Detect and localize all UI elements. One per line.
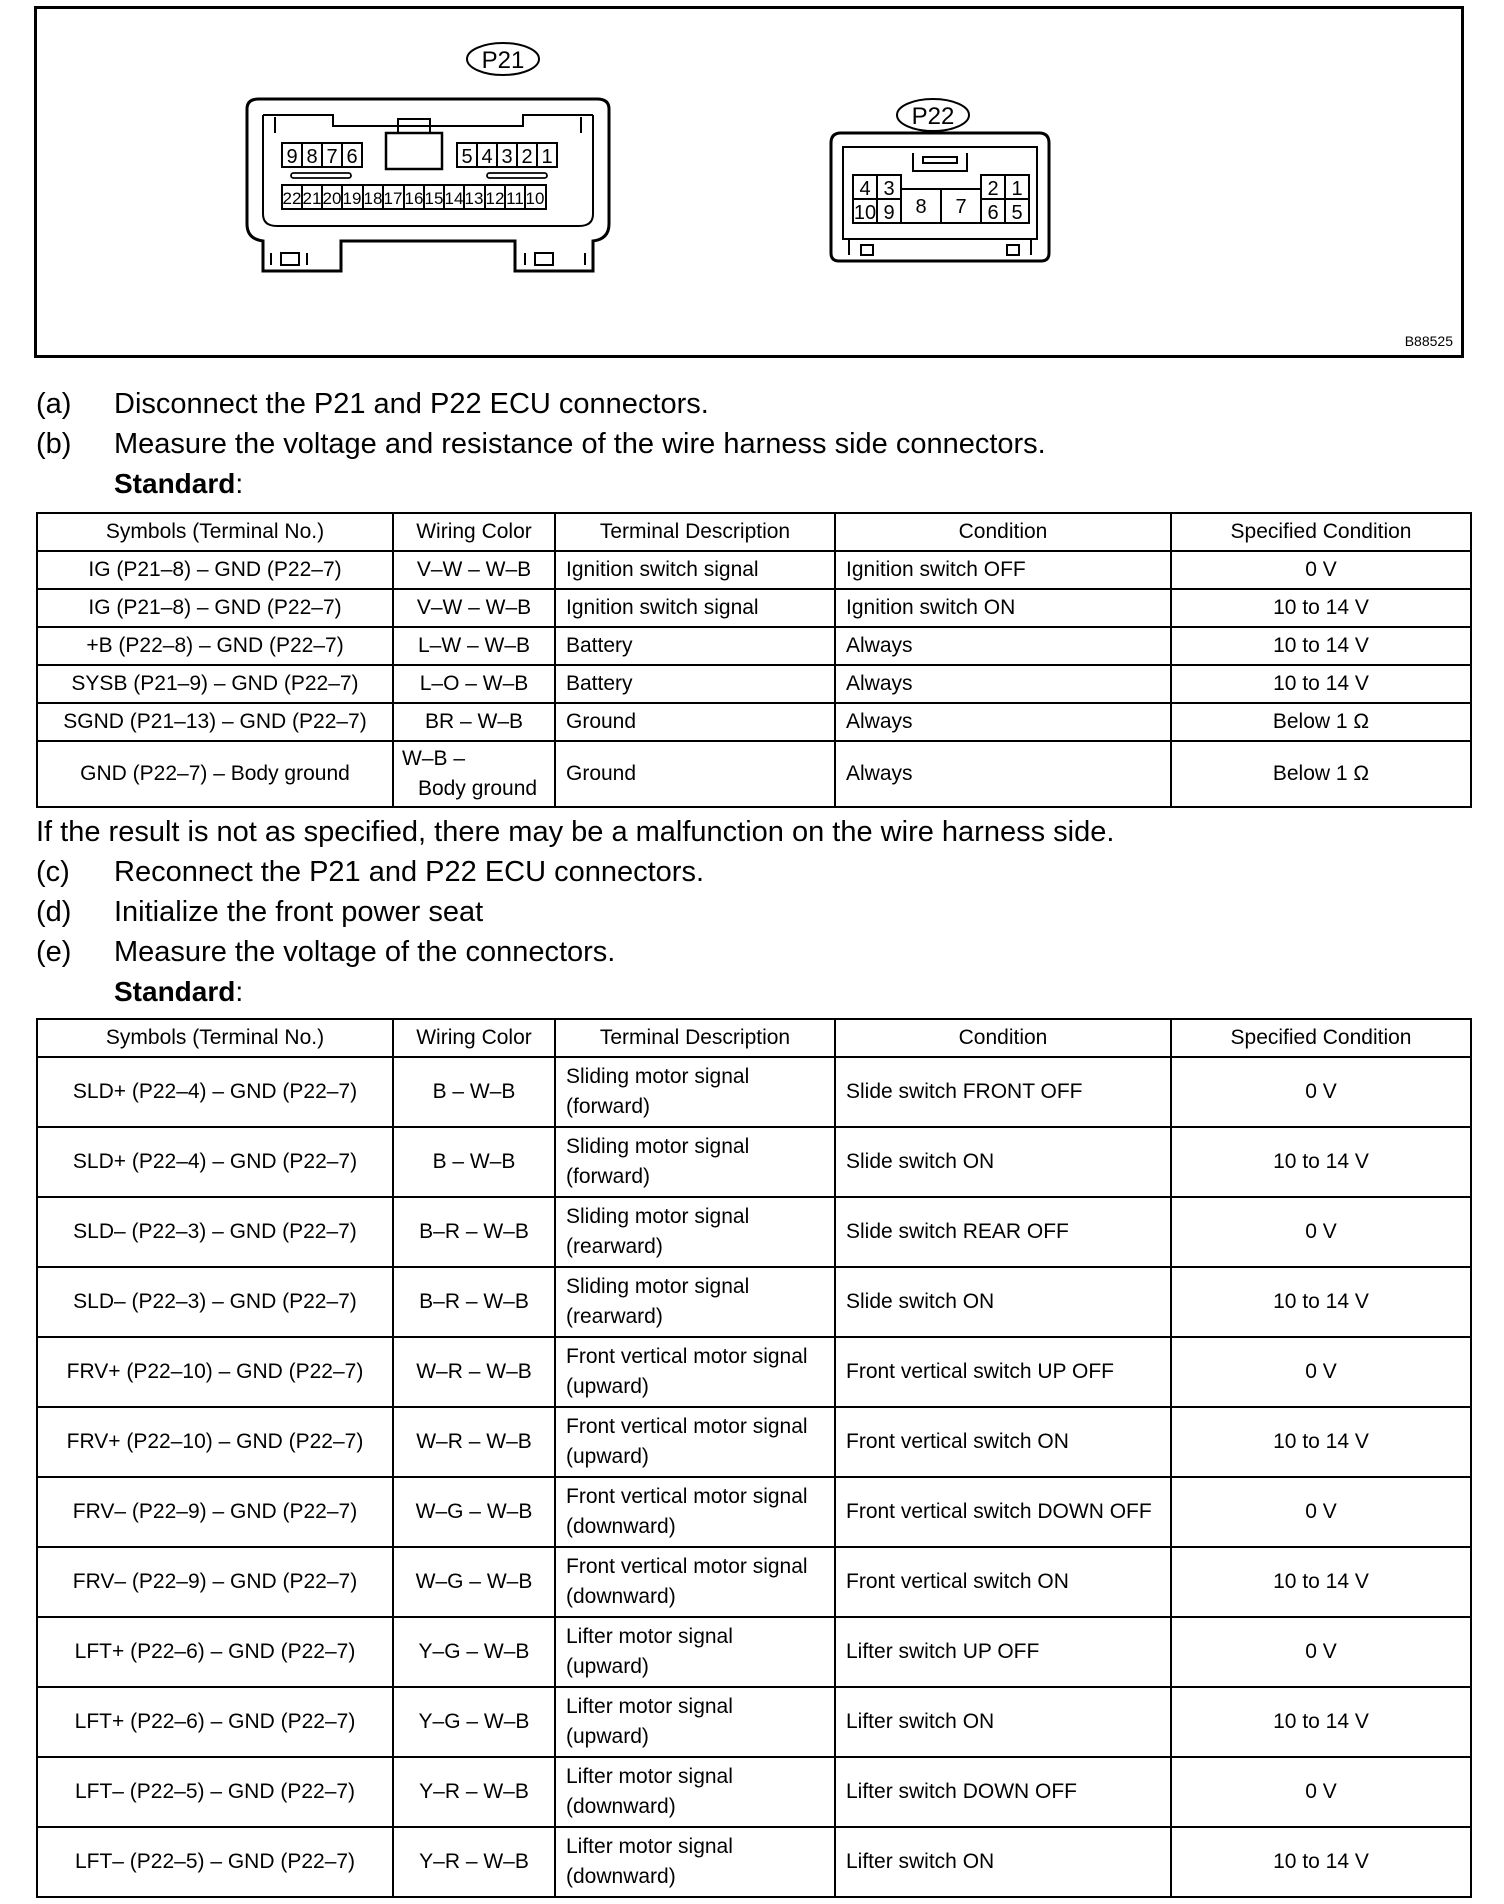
description-line-2: (downward)	[566, 1865, 676, 1888]
cell-wiring: B–R – W–B	[393, 1267, 555, 1337]
table-row	[37, 1477, 1471, 1547]
description-line-2: (downward)	[566, 1515, 676, 1538]
cell-description	[555, 1127, 835, 1197]
table-row	[37, 1827, 1471, 1897]
table-row	[37, 1337, 1471, 1407]
wiring-line-1: W–B –	[402, 747, 466, 770]
p21-pin: 8	[306, 146, 318, 168]
p21-pin: 9	[286, 146, 298, 168]
cell-condition: Front vertical switch ON	[835, 1547, 1171, 1617]
cell-wiring: V–W – W–B	[393, 589, 555, 627]
cell-wiring: W–G – W–B	[393, 1547, 555, 1617]
description-line-2: (forward)	[566, 1165, 651, 1188]
description-line-2: (upward)	[566, 1445, 649, 1468]
cell-spec: 10 to 14 V	[1171, 627, 1471, 665]
cell-wiring: B – W–B	[393, 1057, 555, 1127]
cell-condition: Ignition switch OFF	[835, 551, 1171, 589]
p22-pin: 10	[853, 202, 877, 224]
cell-symbol: IG (P21–8) – GND (P22–7)	[37, 589, 393, 627]
cell-condition: Front vertical switch UP OFF	[835, 1337, 1171, 1407]
cell-condition: Always	[835, 703, 1171, 741]
description-line-1: Front vertical motor signal	[566, 1485, 808, 1508]
table-row	[37, 589, 1471, 627]
cell-symbol: SLD+ (P22–4) – GND (P22–7)	[37, 1127, 393, 1197]
description-line-2: (downward)	[566, 1585, 676, 1608]
cell-spec: 10 to 14 V	[1171, 1407, 1471, 1477]
p22-pin: 3	[883, 178, 895, 200]
p22-pin: 6	[987, 202, 999, 224]
cell-spec: 0 V	[1171, 1197, 1471, 1267]
cell-wiring: B – W–B	[393, 1127, 555, 1197]
spec-table-2	[36, 1018, 1472, 1898]
table-header-row	[37, 513, 1471, 551]
p21-pin: 6	[346, 146, 358, 168]
connector-diagram	[37, 9, 1461, 355]
cell-wiring	[393, 741, 555, 807]
cell-spec: 10 to 14 V	[1171, 1547, 1471, 1617]
p21-pin: 10	[525, 189, 545, 208]
cell-condition: Slide switch ON	[835, 1267, 1171, 1337]
cell-wiring: Y–R – W–B	[393, 1757, 555, 1827]
p21-pin: 14	[444, 189, 464, 208]
description-line-1: Sliding motor signal	[566, 1135, 750, 1158]
header-wiring: Wiring Color	[393, 1019, 555, 1057]
cell-wiring: Y–G – W–B	[393, 1687, 555, 1757]
table-row	[37, 1407, 1471, 1477]
p21-pin: 17	[383, 189, 403, 208]
step-d	[36, 894, 483, 930]
p22-label: P22	[911, 103, 955, 130]
cell-description: Ignition switch signal	[555, 589, 835, 627]
p21-pin: 5	[461, 146, 473, 168]
cell-spec: Below 1 Ω	[1171, 703, 1471, 741]
cell-description: Battery	[555, 627, 835, 665]
p22-connector	[831, 133, 1049, 261]
cell-symbol: SLD+ (P22–4) – GND (P22–7)	[37, 1057, 393, 1127]
p21-pin: 4	[481, 146, 493, 168]
cell-description: Battery	[555, 665, 835, 703]
cell-description	[555, 1407, 835, 1477]
cell-description: Ground	[555, 703, 835, 741]
step-mark: (d)	[36, 896, 72, 928]
result-note: If the result is not as specified, there may be a malfunction on the wire harness side.	[36, 816, 1115, 848]
cell-description	[555, 1057, 835, 1127]
cell-spec: Below 1 Ω	[1171, 741, 1471, 807]
p22-pin: 2	[987, 178, 999, 200]
p21-pin: 3	[501, 146, 513, 168]
p21-pin: 7	[326, 146, 338, 168]
table-row	[37, 1267, 1471, 1337]
cell-symbol: SGND (P21–13) – GND (P22–7)	[37, 703, 393, 741]
table-row	[37, 741, 1471, 807]
step-mark: (b)	[36, 428, 72, 460]
description-line-1: Lifter motor signal	[566, 1835, 733, 1858]
description-line-1: Front vertical motor signal	[566, 1415, 808, 1438]
cell-spec: 0 V	[1171, 1337, 1471, 1407]
cell-spec: 0 V	[1171, 1617, 1471, 1687]
standard-heading-2: Standard:	[114, 976, 244, 1007]
cell-wiring: Y–G – W–B	[393, 1617, 555, 1687]
step-text: Measure the voltage and resistance of the wire harness side connectors.	[114, 428, 1046, 460]
table-row	[37, 1757, 1471, 1827]
table-row	[37, 1547, 1471, 1617]
cell-wiring: V–W – W–B	[393, 551, 555, 589]
p21-pin: 2	[521, 146, 533, 168]
cell-wiring: W–R – W–B	[393, 1337, 555, 1407]
p22-pin: 1	[1011, 178, 1023, 200]
step-a	[36, 386, 709, 422]
cell-spec: 0 V	[1171, 1757, 1471, 1827]
p22-pin: 7	[955, 196, 967, 218]
step-mark: (c)	[36, 856, 70, 888]
p21-pin: 13	[464, 189, 484, 208]
step-text: Reconnect the P21 and P22 ECU connectors.	[114, 856, 705, 888]
spec-table-1	[36, 512, 1472, 808]
p21-pin: 22	[282, 189, 302, 208]
description-line-1: Lifter motor signal	[566, 1765, 733, 1788]
step-c	[36, 854, 704, 890]
cell-condition: Slide switch REAR OFF	[835, 1197, 1171, 1267]
p22-pin: 8	[915, 196, 927, 218]
cell-spec: 0 V	[1171, 1057, 1471, 1127]
cell-spec: 10 to 14 V	[1171, 665, 1471, 703]
step-mark: (a)	[36, 388, 72, 420]
cell-wiring: W–G – W–B	[393, 1477, 555, 1547]
cell-description: Ground	[555, 741, 835, 807]
cell-description	[555, 1197, 835, 1267]
cell-description	[555, 1477, 835, 1547]
cell-symbol: SLD– (P22–3) – GND (P22–7)	[37, 1197, 393, 1267]
cell-symbol: FRV+ (P22–10) – GND (P22–7)	[37, 1407, 393, 1477]
cell-condition: Always	[835, 741, 1171, 807]
table-row	[37, 627, 1471, 665]
description-line-2: (upward)	[566, 1655, 649, 1678]
cell-description	[555, 1267, 835, 1337]
cell-condition: Lifter switch ON	[835, 1827, 1171, 1897]
cell-symbol: SLD– (P22–3) – GND (P22–7)	[37, 1267, 393, 1337]
p21-label: P21	[481, 47, 525, 74]
p21-pin: 19	[342, 189, 362, 208]
cell-wiring: L–W – W–B	[393, 627, 555, 665]
standard-label: Standard	[114, 976, 236, 1007]
description-line-2: (rearward)	[566, 1235, 663, 1258]
header-condition: Condition	[835, 513, 1171, 551]
cell-symbol: FRV– (P22–9) – GND (P22–7)	[37, 1547, 393, 1617]
table-row	[37, 1197, 1471, 1267]
p22-pin: 9	[883, 202, 895, 224]
header-description: Terminal Description	[555, 513, 835, 551]
p21-pin: 20	[322, 189, 342, 208]
cell-wiring: W–R – W–B	[393, 1407, 555, 1477]
cell-description	[555, 1617, 835, 1687]
table-row	[37, 1057, 1471, 1127]
step-text: Measure the voltage of the connectors.	[114, 936, 616, 968]
cell-condition: Ignition switch ON	[835, 589, 1171, 627]
cell-symbol: IG (P21–8) – GND (P22–7)	[37, 551, 393, 589]
step-text: Initialize the front power seat	[114, 896, 484, 928]
cell-condition: Lifter switch DOWN OFF	[835, 1757, 1171, 1827]
table-row	[37, 703, 1471, 741]
cell-description	[555, 1827, 835, 1897]
cell-symbol: SYSB (P21–9) – GND (P22–7)	[37, 665, 393, 703]
cell-description: Ignition switch signal	[555, 551, 835, 589]
description-line-1: Front vertical motor signal	[566, 1345, 808, 1368]
cell-condition: Always	[835, 627, 1171, 665]
cell-spec: 0 V	[1171, 551, 1471, 589]
cell-spec: 10 to 14 V	[1171, 589, 1471, 627]
header-symbols: Symbols (Terminal No.)	[37, 1019, 393, 1057]
header-spec: Specified Condition	[1171, 513, 1471, 551]
description-line-2: (forward)	[566, 1095, 651, 1118]
p21-pin: 11	[506, 189, 524, 208]
description-line-2: (downward)	[566, 1795, 676, 1818]
description-line-2: (upward)	[566, 1375, 649, 1398]
p21-pin: 18	[363, 189, 383, 208]
cell-spec: 10 to 14 V	[1171, 1267, 1471, 1337]
cell-symbol: GND (P22–7) – Body ground	[37, 741, 393, 807]
cell-spec: 0 V	[1171, 1477, 1471, 1547]
header-spec: Specified Condition	[1171, 1019, 1471, 1057]
cell-symbol: LFT+ (P22–6) – GND (P22–7)	[37, 1617, 393, 1687]
step-e	[36, 934, 615, 970]
table-row	[37, 1127, 1471, 1197]
cell-symbol: FRV– (P22–9) – GND (P22–7)	[37, 1477, 393, 1547]
description-line-1: Lifter motor signal	[566, 1695, 733, 1718]
cell-spec: 10 to 14 V	[1171, 1127, 1471, 1197]
p21-pin: 12	[485, 189, 505, 208]
cell-symbol: +B (P22–8) – GND (P22–7)	[37, 627, 393, 665]
cell-description	[555, 1757, 835, 1827]
cell-condition: Slide switch FRONT OFF	[835, 1057, 1171, 1127]
header-condition: Condition	[835, 1019, 1171, 1057]
table-2-body	[37, 1057, 1471, 1897]
cell-description	[555, 1547, 835, 1617]
step-text: Disconnect the P21 and P22 ECU connectors.	[114, 388, 709, 420]
table-row	[37, 1687, 1471, 1757]
connector-figure	[34, 6, 1464, 358]
cell-wiring: BR – W–B	[393, 703, 555, 741]
cell-wiring: Y–R – W–B	[393, 1827, 555, 1897]
cell-symbol: FRV+ (P22–10) – GND (P22–7)	[37, 1337, 393, 1407]
cell-condition: Slide switch ON	[835, 1127, 1171, 1197]
header-wiring: Wiring Color	[393, 513, 555, 551]
step-mark: (e)	[36, 936, 72, 968]
cell-symbol: LFT+ (P22–6) – GND (P22–7)	[37, 1687, 393, 1757]
wiring-line-2: Body ground	[418, 777, 538, 800]
standard-label: Standard	[114, 468, 236, 499]
description-line-1: Front vertical motor signal	[566, 1555, 808, 1578]
table-header-row	[37, 1019, 1471, 1057]
standard-heading-1: Standard:	[114, 468, 244, 499]
description-line-1: Lifter motor signal	[566, 1625, 733, 1648]
cell-wiring: L–O – W–B	[393, 665, 555, 703]
step-b	[36, 426, 1046, 462]
description-line-1: Sliding motor signal	[566, 1065, 750, 1088]
cell-condition: Front vertical switch DOWN OFF	[835, 1477, 1171, 1547]
header-description: Terminal Description	[555, 1019, 835, 1057]
p21-pin: 16	[404, 189, 424, 208]
table-row	[37, 1617, 1471, 1687]
cell-description	[555, 1337, 835, 1407]
cell-condition: Lifter switch UP OFF	[835, 1617, 1171, 1687]
cell-condition: Always	[835, 665, 1171, 703]
description-line-2: (rearward)	[566, 1305, 663, 1328]
p22-pin: 5	[1011, 202, 1023, 224]
p21-pin: 1	[541, 146, 553, 168]
cell-description	[555, 1687, 835, 1757]
cell-symbol: LFT– (P22–5) – GND (P22–7)	[37, 1827, 393, 1897]
cell-condition: Front vertical switch ON	[835, 1407, 1171, 1477]
description-line-2: (upward)	[566, 1725, 649, 1748]
cell-spec: 10 to 14 V	[1171, 1827, 1471, 1897]
cell-spec: 10 to 14 V	[1171, 1687, 1471, 1757]
p22-pin: 4	[859, 178, 871, 200]
p21-connector	[247, 99, 609, 271]
cell-symbol: LFT– (P22–5) – GND (P22–7)	[37, 1757, 393, 1827]
cell-wiring: B–R – W–B	[393, 1197, 555, 1267]
p21-pin: 15	[424, 189, 444, 208]
header-symbols: Symbols (Terminal No.)	[37, 513, 393, 551]
description-line-1: Sliding motor signal	[566, 1275, 750, 1298]
table-row	[37, 551, 1471, 589]
figure-id: B88525	[1404, 333, 1453, 349]
description-line-1: Sliding motor signal	[566, 1205, 750, 1228]
cell-condition: Lifter switch ON	[835, 1687, 1171, 1757]
table-row	[37, 665, 1471, 703]
p21-pin: 21	[302, 189, 322, 208]
